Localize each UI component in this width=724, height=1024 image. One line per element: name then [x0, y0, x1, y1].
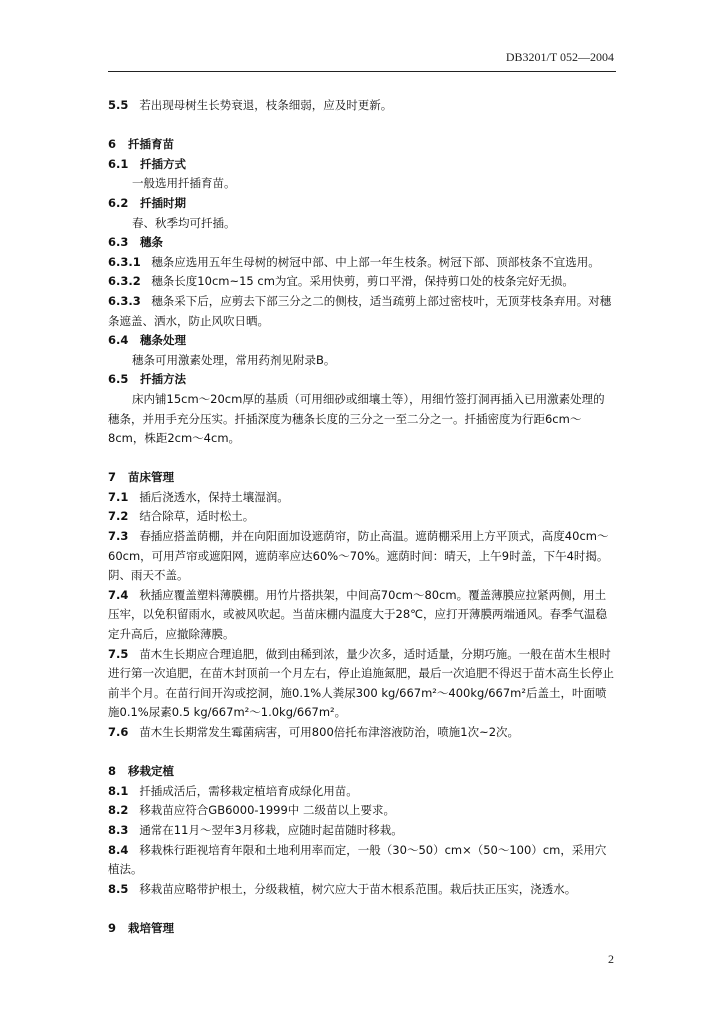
- section-title: 移栽定植: [128, 764, 175, 779]
- clause-text: 秋插应覆盖塑料薄膜棚。用竹片搭拱架，中间高70cm～80cm。覆盖薄膜应拉紧两侧，用土压牢，以免积留雨水，或被风吹起。当苗床棚内温度大于28℃，应打开薄膜两端通风。春季气温稳定升高后，应撤除薄膜。: [108, 587, 608, 642]
- clause-number: 7.1: [108, 489, 129, 504]
- section-title: 栽培管理: [128, 920, 175, 935]
- clause-8-2: [108, 801, 616, 821]
- clause-7-1: [108, 488, 616, 508]
- clause-number: 6.5: [108, 372, 129, 387]
- clause-number: 6.3.2: [108, 274, 141, 289]
- clause-number: 6.4: [108, 333, 129, 348]
- clause-number: 7.5: [108, 646, 129, 661]
- clause-number: 7.6: [108, 725, 129, 739]
- section-number: 7: [108, 470, 117, 485]
- clause-text: 扦插成活后，需移栽定植培育成绿化用苗。: [139, 783, 358, 798]
- clause-number: 8.1: [108, 783, 129, 798]
- clause-text: 苗木生长期应合理追肥，做到由稀到浓，量少次多，适时适量，分期巧施。一般在苗木生根时进行第一次追肥，在苗木封顶前一个月左右，停止追施氮肥，最后一次追肥不得迟于苗木高生长停止前半个月。在苗行间开沟或挖洞，施0.1%人粪尿300 kg/667m²～400kg/667m²后盖土，叶面喷施0.1%尿素0.5 kg/667m²～1.0kg/667m²。: [108, 646, 614, 720]
- section-number: 8: [108, 764, 117, 779]
- clause-text: 穗条应选用五年生母树的树冠中部、中上部一年生枝条。树冠下部、顶部枝条不宜选用。: [151, 254, 600, 269]
- clause-text: 移栽苗应符合GB6000-1999中 二级苗以上要求。: [139, 803, 395, 818]
- clause-title: 扦插方式: [140, 156, 187, 171]
- clause-8-5: [108, 880, 616, 900]
- clause-6-1-text: 一般选用扦插育苗。: [132, 176, 236, 191]
- clause-6-2-text: 春、秋季均可扦插。: [132, 215, 236, 230]
- clause-number: 6.3.1: [108, 254, 141, 269]
- clause-6-3-2: [108, 272, 616, 292]
- clause-7-3: [108, 527, 616, 586]
- clause-7-4: [108, 586, 616, 645]
- clause-7-2: [108, 507, 616, 527]
- clause-5-5: [108, 96, 616, 116]
- clause-6-3-3: [108, 292, 616, 331]
- clause-6-3-1: [108, 253, 616, 273]
- clause-number: 7.3: [108, 529, 129, 544]
- clause-text: 通常在11月～翌年3月移栽，应随时起苗随时移栽。: [139, 822, 403, 837]
- clause-text: 结合除草，适时松土。: [139, 509, 255, 524]
- clause-title: 扦插时期: [140, 195, 187, 210]
- section-title: 扦插育苗: [128, 137, 175, 152]
- clause-text: 春插应搭盖荫棚，并在向阳面加设遮荫帘，防止高温。遮荫棚采用上方平顶式，高度40cm～60cm，可用芦帘或遮阳网，遮荫率应达60%～70%。遮荫时间：晴天，上午9时盖，下午4时揭。阴、雨天不盖。: [108, 529, 609, 583]
- clause-8-4: [108, 841, 616, 880]
- header-rule: [108, 71, 616, 72]
- section-title: 苗床管理: [128, 470, 175, 485]
- section-number: 9: [108, 920, 117, 935]
- clause-text: 穗条采下后，应剪去下部三分之二的侧枝，适当疏剪上部过密枝叶，无顶芽枝条弃用。对穗条遮盖、洒水，防止风吹日晒。: [108, 293, 612, 328]
- clause-6-4-heading: [108, 331, 616, 351]
- clause-text: 移栽株行距视培育年限和土地利用率而定，一般（30～50）cm×（50～100）cm，采用穴植法。: [108, 842, 607, 877]
- section-8-heading: [108, 762, 616, 782]
- clause-number: 8.3: [108, 822, 129, 837]
- clause-title: 穗条处理: [140, 333, 187, 348]
- clause-8-1: [108, 782, 616, 802]
- section-7-heading: [108, 468, 616, 488]
- clause-6-3-heading: [108, 233, 616, 253]
- section-number: 6: [108, 137, 117, 152]
- clause-8-3: [108, 821, 616, 841]
- clause-text: 插后浇透水，保持土壤湿润。: [139, 489, 289, 504]
- clause-text: 穗条长度10cm~15 cm为宜。采用快剪，剪口平滑，保持剪口处的枝条完好无损。: [151, 274, 574, 289]
- page-number: 2: [608, 952, 614, 966]
- clause-text: 移栽苗应略带护根土，分级栽植，树穴应大于苗木根系范围。栽后扶正压实，浇透水。: [139, 881, 577, 896]
- clause-number: 8.2: [108, 803, 129, 818]
- clause-7-5: [108, 645, 616, 723]
- clause-title: 穗条: [140, 235, 164, 250]
- clause-6-5-text: 床内铺15cm～20cm厚的基质（可用细砂或细壤土等），用细竹签打洞再插入已用激素处理的穗条，并用手充分压实。扦插深度为穗条长度的三分之一至二分之一。扦插密度为行距6cm～8cm，株距2cm～4cm。: [108, 391, 605, 446]
- clause-number: 7.2: [108, 509, 129, 524]
- clause-number: 5.5: [108, 98, 129, 112]
- clause-7-6: [108, 723, 616, 743]
- section-9-heading: [108, 919, 616, 939]
- document-body: [108, 96, 616, 939]
- clause-number: 6.3.3: [108, 293, 141, 308]
- clause-text: 苗木生长期常发生霉菌病害，可用800倍托布津溶液防治，喷施1次~2次。: [139, 725, 520, 739]
- clause-number: 8.5: [108, 881, 129, 896]
- section-6-heading: [108, 135, 616, 155]
- clause-number: 7.4: [108, 587, 129, 602]
- document-code: DB3201/T 052—2004: [505, 50, 614, 64]
- clause-title: 扦插方法: [140, 372, 187, 387]
- clause-number: 6.3: [108, 235, 129, 250]
- clause-number: 6.2: [108, 195, 129, 210]
- clause-6-2-heading: [108, 194, 616, 214]
- clause-6-5-heading: [108, 370, 616, 390]
- clause-6-4-text: 穗条可用激素处理，常用药剂见附录B。: [132, 352, 336, 367]
- clause-number: 8.4: [108, 842, 129, 857]
- clause-6-1-heading: [108, 155, 616, 175]
- clause-number: 6.1: [108, 156, 129, 171]
- clause-text: 若出现母树生长势衰退，枝条细弱，应及时更新。: [139, 98, 393, 112]
